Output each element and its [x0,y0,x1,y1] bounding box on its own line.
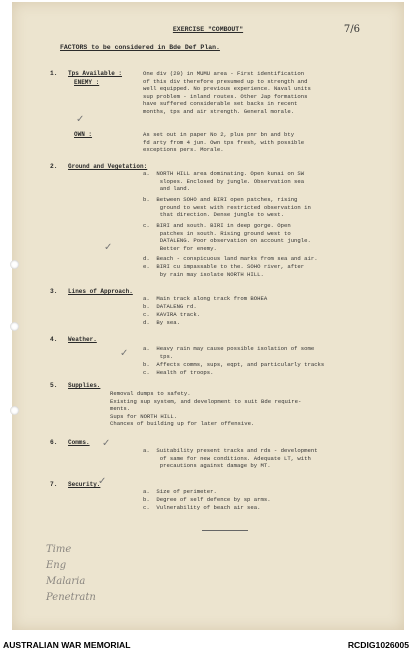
section-heading: Weather. [68,336,97,343]
section-number: 2. [50,163,58,170]
list-item: b. Degree of self defence by sp arms. [143,496,271,503]
section-heading: Security. [68,481,101,488]
section-heading: Supplies. [68,382,101,389]
list-item: a. Main track along track from BOHEA [143,295,268,302]
section-number: 6. [50,439,58,446]
punch-hole [10,406,19,415]
list-item: a. Heavy rain may cause possible isolation of some tps. [143,345,315,360]
handwritten-note: Eng [46,560,67,571]
handwritten-note: Penetratn [46,592,96,603]
list-item: c. Health of troops. [143,369,214,376]
section-subheading: ENEMY : [74,79,100,86]
check-mark-icon: ✓ [120,348,129,359]
section-number: 7. [50,481,58,488]
section-heading: Lines of Approach. [68,288,133,295]
handwritten-note: Malaria [46,576,86,587]
check-mark-icon: ✓ [102,438,111,449]
footer-record-id: RCDIG1026005 [347,640,409,650]
list-item: d. By sea. [143,319,180,326]
list-item: b. Affects comms, sups, eqpt, and particularly tracks [143,361,325,368]
section-heading: Ground and Vegetation: [68,163,148,170]
check-mark-icon: ✓ [98,476,107,487]
page-number: 7/6 [343,24,360,35]
document-page [12,2,404,630]
section-number: 4. [50,336,58,343]
section-body: One div (20) in MUMU area - First identification of this div therefore presumed up to strength and well equipped. No previous experience. Naval units sup problem - inland routes. Other Jap formations have suffered considerable set backs in recent months, tps and air strength. General morale. [143,70,311,115]
punch-hole [10,322,19,331]
section-number: 3. [50,288,58,295]
section-body: Removal dumps to safety. Existing sup system, and development to suit Bde require- ments. Sups for NORTH HILL. Chances of building up for later offensive. [110,390,302,428]
check-mark-icon: ✓ [104,242,113,253]
list-item: c. KAVIRA track. [143,311,201,318]
section-subheading: OWN : [74,131,93,138]
list-item: a. Size of perimeter. [143,488,217,495]
section-heading: Comms. [68,439,90,446]
footer-archive-name: AUSTRALIAN WAR MEMORIAL [3,640,131,650]
list-item: b. DATALENG rd. [143,303,197,310]
document-subtitle: FACTORS to be considered in Bde Def Plan. [60,44,220,51]
list-item: a. NORTH HILL area dominating. Open kunai on SW slopes. Enclosed by jungle. Observation sea and land. [143,170,305,193]
section-number: 5. [50,382,58,389]
end-divider [202,530,248,531]
section-body: As set out in paper No 2, plus pnr bn and bty fd arty from 4 jun. Own tps fresh, with possible exceptions pers. Morale. [143,131,305,154]
list-item: c. BIRI and south. BIRI in deep gorge. Open patches in south. Rising ground west to DATALENG. Poor observation on account jungle. Better for enemy. [143,222,311,252]
check-mark-icon: ✓ [76,114,85,125]
punch-hole [10,260,19,269]
list-item: b. Between SOHO and BIRI open patches, rising ground to west with restricted observation in that direction. Dense jungle to west. [143,196,311,219]
list-item: c. Vulnerability of beach air sea. [143,504,261,511]
document-title: EXERCISE "COMBOUT" [172,26,244,33]
list-item: e. BIRI cu impassable to the. SOHO river, after by rain may isolate NORTH HILL. [143,263,305,278]
section-heading: Tps Available : [68,70,123,77]
handwritten-note: Time [46,544,72,555]
list-item: a. Suitability present tracks and rds - development of same for new conditions. Adequate LT, with precautions against damage by MT. [143,447,318,470]
list-item: d. Beach - conspicuous land marks from sea and air. [143,255,318,262]
section-number: 1. [50,70,58,77]
